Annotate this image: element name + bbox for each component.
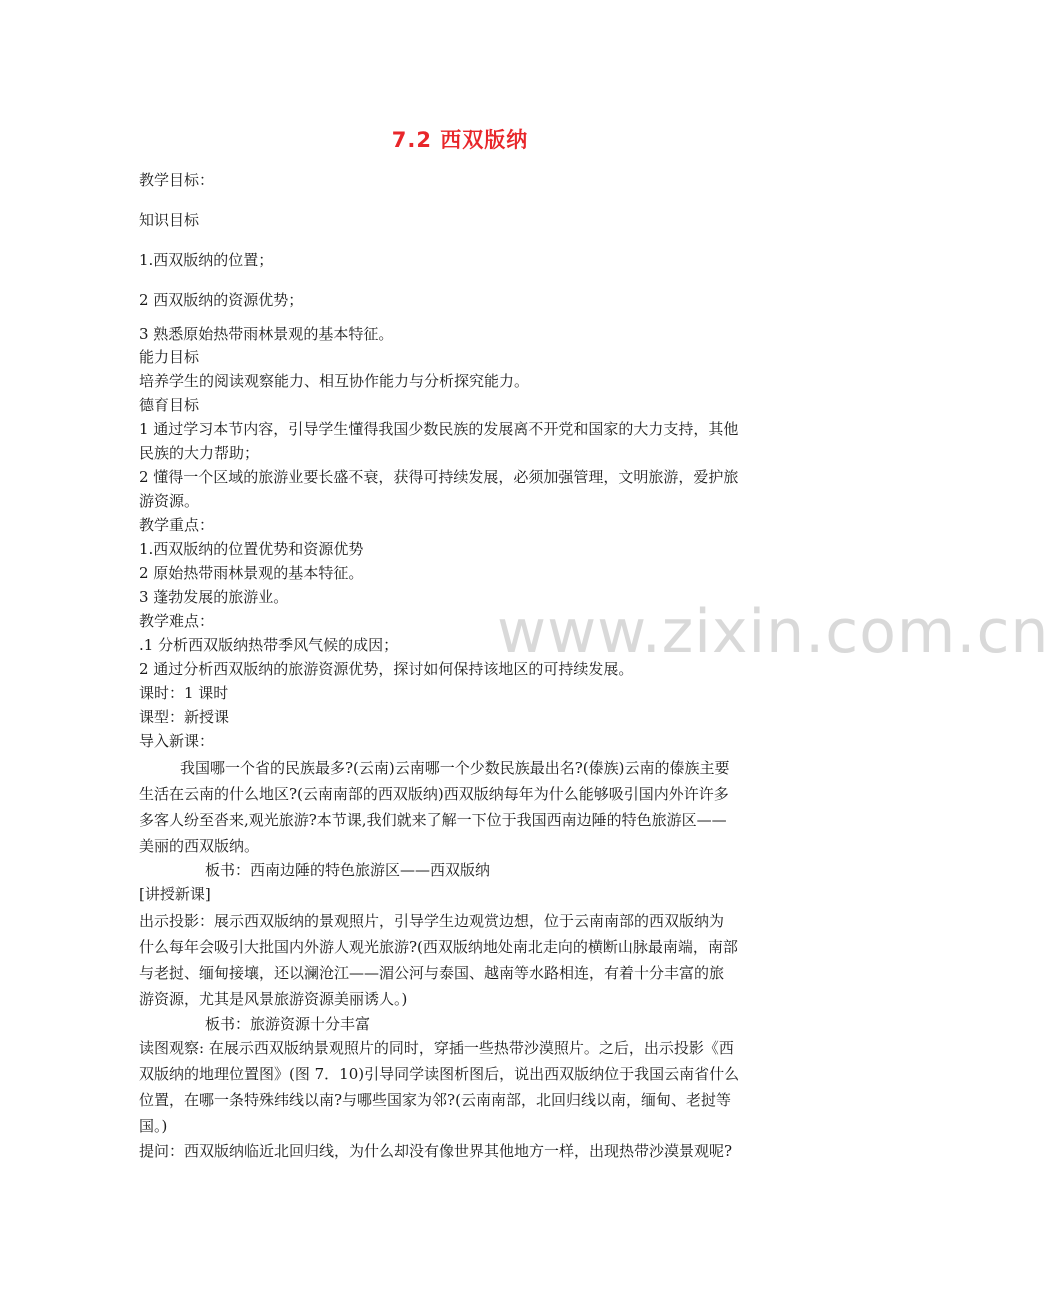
paragraph-line: 国。) [139,1117,168,1135]
heading-knowledge-goals: 知识目标 [139,211,200,229]
text-line: 课时：1 课时 [139,684,229,702]
paragraph-line: 双版纳的地理位置图》(图 7．10)引导同学读图析图后，说出西双版纳位于我国云南省什么 [139,1065,740,1083]
text-line: 课型：新授课 [139,708,230,726]
heading-difficulties: 教学难点： [139,612,215,630]
text-line: 游资源。 [139,492,200,510]
text-line: 1 通过学习本节内容，引导学生懂得我国少数民族的发展离不开党和国家的大力支持，其他 [139,420,739,438]
heading-introduction: 导入新课： [139,732,215,750]
heading-moral-goals: 德育目标 [139,396,200,414]
text-line: 2 通过分析西双版纳的旅游资源优势，探讨如何保持该地区的可持续发展。 [139,660,634,678]
paragraph-line: 读图观察: 在展示西双版纳景观照片的同时，穿插一些热带沙漠照片。之后，出示投影《西 [139,1039,734,1057]
paragraph-line: 出示投影：展示西双版纳的景观照片，引导学生边观赏边想，位于云南南部的西双版纳为 [139,912,725,930]
blackboard-note: 板书：西南边陲的特色旅游区——西双版纳 [205,861,491,879]
text-line: 2 西双版纳的资源优势； [139,291,304,309]
heading-teaching-goals: 教学目标： [139,171,215,189]
watermark: www.zixin.com.cn [497,597,1049,667]
paragraph-line: 多客人纷至沓来,观光旅游?本节课,我们就来了解一下位于我国西南边陲的特色旅游区—— [139,811,727,829]
paragraph-line: 生活在云南的什么地区?(云南南部的西双版纳)西双版纳每年为什么能够吸引国内外许许多 [139,785,729,803]
text-line: 3 熟悉原始热带雨林景观的基本特征。 [139,325,394,343]
text-line: 2 懂得一个区域的旅游业要长盛不衰，获得可持续发展，必须加强管理，文明旅游，爱护旅 [139,468,739,486]
section-marker: [讲授新课] [139,885,211,903]
text-line: 民族的大力帮助； [139,444,260,462]
paragraph-line: 与老挝、缅甸接壤，还以澜沧江——湄公河与泰国、越南等水路相连，有着十分丰富的旅 [139,964,725,982]
text-line: .1 分析西双版纳热带季风气候的成因； [139,636,399,654]
text-line: 1.西双版纳的位置； [139,251,274,269]
heading-ability-goals: 能力目标 [139,348,200,366]
text-line: 培养学生的阅读观察能力、相互协作能力与分析探究能力。 [139,372,530,390]
text-line: 3 蓬勃发展的旅游业。 [139,588,289,606]
paragraph-line: 我国哪一个省的民族最多?(云南)云南哪一个少数民族最出名?(傣族)云南的傣族主要 [180,759,730,777]
paragraph-line: 美丽的西双版纳。 [139,837,260,855]
paragraph-line: 游资源，尤其是风景旅游资源美丽诱人。) [139,990,408,1008]
text-line: 1.西双版纳的位置优势和资源优势 [139,540,364,558]
heading-key-points: 教学重点： [139,516,215,534]
document-title: 7.2 西双版纳 [391,128,529,152]
paragraph-line: 提问：西双版纳临近北回归线，为什么却没有像世界其他地方一样，出现热带沙漠景观呢? [139,1142,733,1160]
text-line: 2 原始热带雨林景观的基本特征。 [139,564,364,582]
paragraph-line: 什么每年会吸引大批国内外游人观光旅游?(西双版纳地处南北走向的横断山脉最南端，南部 [139,938,738,956]
paragraph-line: 位置，在哪一条特殊纬线以南?与哪些国家为邻?(云南南部，北回归线以南，缅甸、老挝等 [139,1091,731,1109]
blackboard-note: 板书：旅游资源十分丰富 [205,1015,371,1033]
